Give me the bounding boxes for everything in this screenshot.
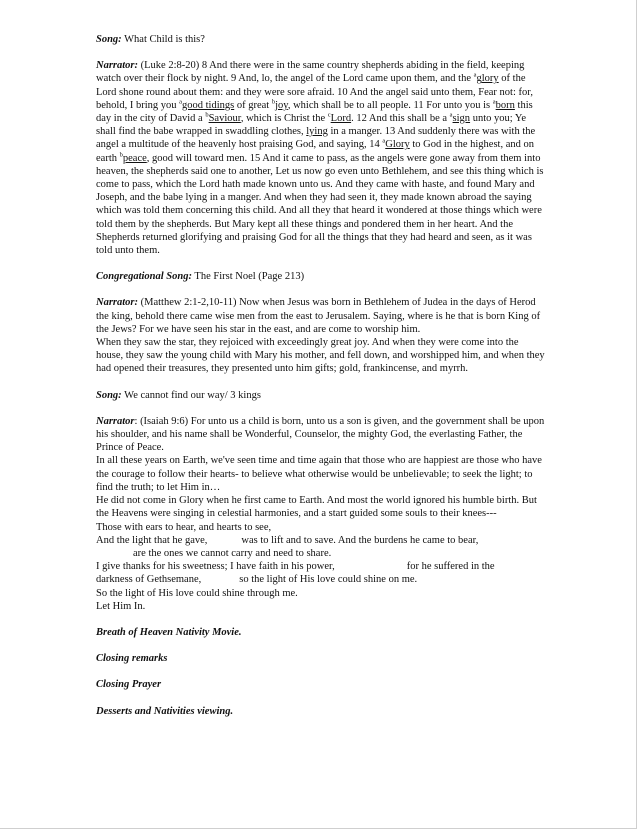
program-content (96, 33, 546, 718)
poem-line: I give thanks for his sweetness; I have faith in his power, for he suffered in the (96, 561, 495, 573)
footnote-link-glory[interactable]: glory (476, 73, 499, 85)
footnote-link-glory-highest[interactable]: Glory (385, 139, 410, 151)
narrator-label: Narrator (96, 415, 135, 427)
footnote-link-peace[interactable]: peace (122, 152, 147, 164)
poem-line: In all these years on Earth, we've seen time and time again that those who are happiest are those who have the courage to follow their hearts- to believe what otherwise would be unbelievable; to seek the light; to find the truth; to let Him in… (96, 455, 542, 493)
poem-line: Those with ears to hear, and hearts to see, (96, 521, 272, 533)
song-what-child (96, 33, 546, 46)
footnote-link-lying[interactable]: lying (306, 126, 328, 138)
footnote-link-sign[interactable]: sign (452, 113, 471, 125)
poem-line: He did not come in Glory when he first came to Earth. And most the world ignored his humble birth. But the Heavens were singing in celestial harmonies, and a start guided some souls to their knees--- (96, 495, 537, 520)
song-title: What Child is this? (124, 34, 205, 45)
song-label: Song: (96, 389, 122, 401)
poem-line: And the light that he gave, was to lift and to save. And the burdens he came to bear, (96, 534, 479, 546)
closing-item-desserts: Desserts and Nativities viewing. (96, 705, 234, 717)
closing-item-prayer: Closing Prayer (96, 679, 162, 691)
poem-line: darkness of Gethsemane, so the light of His love could shine on me. (96, 574, 418, 586)
narrator-matthew-passage: Narrator: (Matthew 2:1-2,10-11) Now when Jesus was born in Bethlehem of Judea in the days of Herod the king, behold there came wise men from the east to Jerusalem. Saying, where is he that is born King of the Jews? For we have seen his star in the east, and are come to worship him. (96, 297, 541, 335)
song-label: Song: (96, 34, 122, 45)
footnote-link-saviour[interactable]: Saviour (208, 113, 241, 125)
song-three-kings (96, 389, 546, 402)
footnote-link-lord[interactable]: Lord (330, 113, 352, 125)
song-title: We cannot find our way/ 3 kings (124, 389, 261, 401)
narrator-label: Narrator: (96, 297, 139, 309)
narrator-isaiah-passage: Narrator: (Isaiah 9:6) For unto us a child is born, unto us a son is given, and the government shall be upon his shoulder, and his name shall be Wonderful, Counselor, the mighty God, the everlasting Father, the Prince of Peace. (96, 415, 545, 454)
footnote-link-joy[interactable]: joy (275, 99, 288, 111)
narrator-label: Narrator: (96, 60, 139, 72)
narrator-matthew-continued: When they saw the star, they rejoiced with exceedingly great joy. And when they were come into the house, they saw the young child with Mary his mother, and fell down, and worshipped him, and when they had opened their treasures, they presented unto him gifts; gold, frankincense, and myrrh. (96, 337, 545, 375)
closing-item-remarks: Closing remarks (96, 653, 168, 665)
congregational-song-title: The First Noel (Page 213) (194, 271, 305, 283)
footnote-link-born[interactable]: born (495, 99, 515, 111)
closing-item-movie: Breath of Heaven Nativity Movie. (96, 626, 242, 638)
congregational-song-first-noel (96, 270, 546, 283)
poem-line: Let Him In. (96, 600, 146, 612)
narrator-luke-passage: Narrator: (Luke 2:8-20) 8 And there were in the same country shepherds abiding in the field, keeping watch over their flock by night. 9 And, lo, the angel of the Lord came upon them, and the $^a$glory of the Lord shone round about them: and they were sore afraid. 10 And the angel said unto them, Fear not: for, behold, I bring you $^a$good tidings of great $^b$joy, which shall be to all people. 11 For unto you is $^a$born this day in the city of David a $^b$Saviour, which is Christ the $^c$Lord. 12 And this shall be a $^a$sign unto you; Ye shall find the babe wrapped in swaddling clothes, lying in a manger. 13 And suddenly there was with the angel a multitude of the heavenly host praising God, and saying, 14 $^a$Glory to God in the highest, and on earth $^b$peace, good will toward men. 15 And it came to pass, as the angels were gone away from them into heaven, the shepherds said one to another, Let us now go even unto Bethlehem, and see this thing which is come to pass, which the Lord hath made known unto us. And they came with haste, and found Mary and Joseph, and the babe lying in a manger. And when they had seen it, they made known abroad the saying which was told them concerning this child. And all they that heard it wondered at those things which were told them by the shepherds. But Mary kept all these things and pondered them in her heart. And the Shepherds returned glorifying and praising God for all the things that they had heard and seen, as it was told unto them. (96, 60, 544, 257)
congregational-song-label: Congregational Song: (96, 271, 192, 283)
footnote-link-good-tidings[interactable]: good tidings (182, 99, 235, 111)
poem-line: are the ones we cannot carry and need to share. (133, 547, 332, 559)
poem-line: So the light of His love could shine through me. (96, 587, 298, 599)
